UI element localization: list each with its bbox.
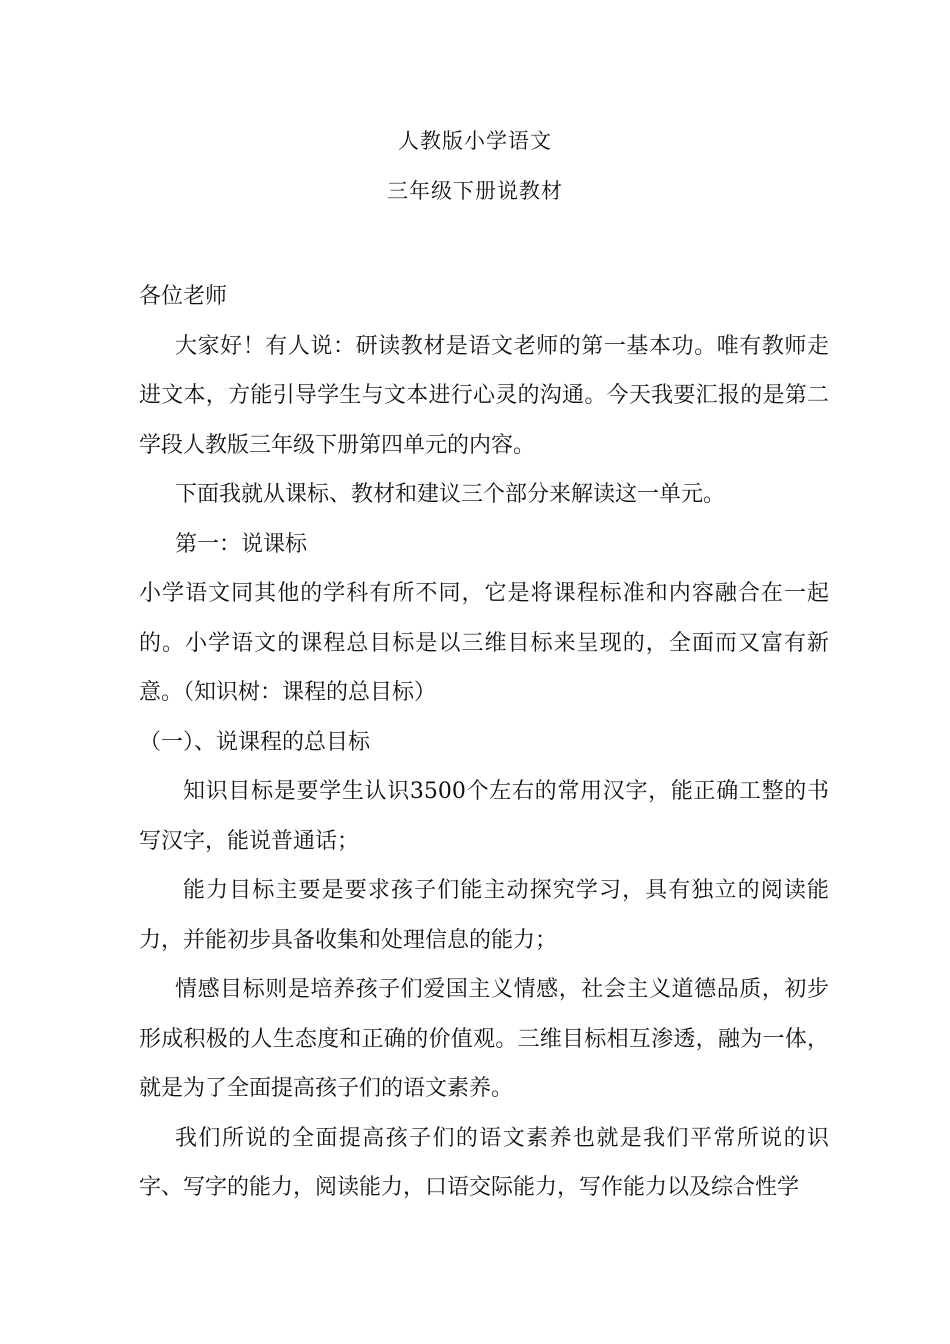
document-subtitle: 三年级下册说教材 xyxy=(387,179,563,203)
paragraph-knowledge-goal: 知识目标是要学生认识3500个左右的常用汉字，能正确工整的书写汉字，能说普通话； xyxy=(139,779,829,854)
paragraph-outline: 下面我就从课标、教材和建议三个部分来解读这一单元。 xyxy=(175,482,726,507)
paragraph-curriculum: 小学语文同其他的学科有所不同，它是将课程标准和内容融合在一起的。小学语文的课程总目标是以三维目标来呈现的，全面而又富有新意。（知识树：课程的总目标） xyxy=(139,581,829,705)
document-body xyxy=(139,272,829,1213)
paragraph-emotion-goal: 情感目标则是培养孩子们爱国主义情感，社会主义道德品质，初步形成积极的人生态度和正确的价值观。三维目标相互渗透，融为一体，就是为了全面提高孩子们的语文素养。 xyxy=(139,977,829,1101)
paragraph-ability-goal: 能力目标主要是要求孩子们能主动探究学习，具有独立的阅读能力，并能初步具备收集和处理信息的能力； xyxy=(139,878,829,953)
paragraph-intro: 大家好！有人说：研读教材是语文老师的第一基本功。唯有教师走进文本，方能引导学生与文本进行心灵的沟通。今天我要汇报的是第二学段人教版三年级下册第四单元的内容。 xyxy=(139,333,829,458)
greeting: 各位老师 xyxy=(139,284,228,309)
section-heading-curriculum: 第一：说课标 xyxy=(175,531,308,557)
paragraph-literacy: 我们所说的全面提高孩子们的语文素养也就是我们平常所说的识字、写字的能力，阅读能力，口语交际能力，写作能力以及综合性学 xyxy=(139,1125,829,1200)
subsection-heading-goals: （一）、说课程的总目标 xyxy=(139,729,371,755)
document-title: 人教版小学语文 xyxy=(398,129,552,153)
